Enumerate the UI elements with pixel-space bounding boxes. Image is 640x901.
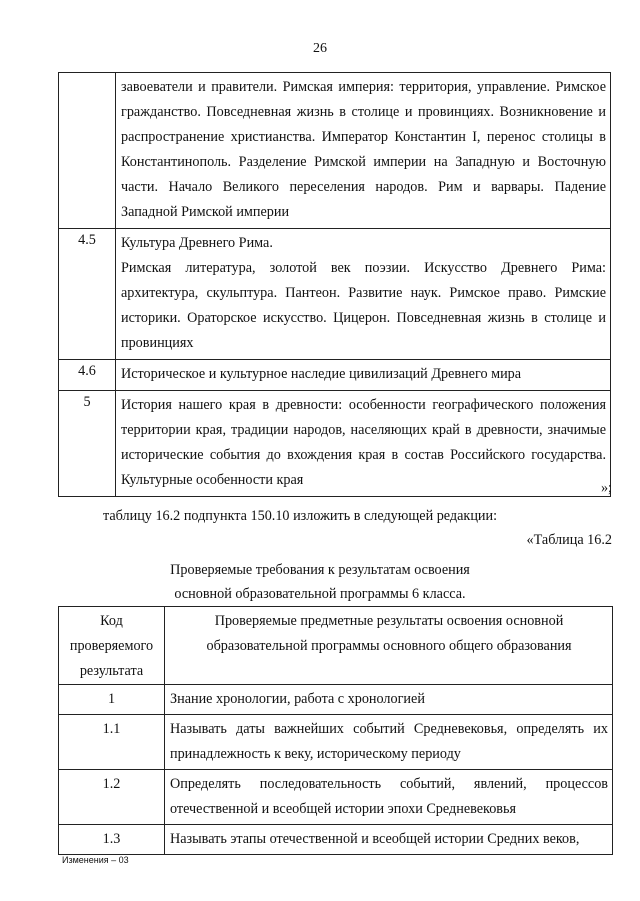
table-row: [59, 229, 611, 360]
row-paragraph: Культура Древнего Рима.: [121, 235, 273, 251]
row-code: 1: [59, 685, 165, 715]
table-row: [59, 73, 611, 229]
row-text: Знание хронологии, работа с хронологией: [165, 685, 613, 715]
row-paragraph: История нашего края в древности: особенности географического положения территории края, традиции народов, населяющих край в древности, значимые исторические события до вхождения края в состав Российского государства. Культурные особенности края: [121, 397, 606, 488]
row-text: Называть даты важнейших событий Средневековья, определять их принадлежность к веку, историческому периоду: [165, 715, 613, 770]
table-row: [59, 391, 611, 497]
row-paragraph: Римская литература, золотой век поэзии. Искусство Древнего Рима: архитектура, скульптура. Пантеон. Развитие наук. Римское право. Римские историки. Ораторское искусство. Цицерон. Повседневная жизнь в столице и провинциях: [121, 260, 606, 351]
requirements-table: [58, 606, 613, 855]
table-row: [59, 770, 613, 825]
row-text: [116, 360, 611, 391]
header-code: Код проверяемого результата: [59, 607, 165, 685]
table-header-row: [59, 607, 613, 685]
row-text: Называть этапы отечественной и всеобщей истории Средних веков,: [165, 825, 613, 855]
row-code: 5: [59, 391, 116, 497]
row-code: 4.5: [59, 229, 116, 360]
heading-line: Проверяемые требования к результатам освоения: [170, 562, 470, 578]
page-number: 26: [313, 41, 327, 56]
row-code: 4.6: [59, 360, 116, 391]
table-row: [59, 715, 613, 770]
header-text: Проверяемые предметные результаты освоения основной образовательной программы основного общего образования: [165, 607, 613, 685]
table-row: [59, 825, 613, 855]
row-code: 1.1: [59, 715, 165, 770]
row-code: [59, 73, 116, 229]
content-table-continued: [58, 72, 611, 497]
row-text: [116, 73, 611, 229]
table-row: [59, 685, 613, 715]
table-heading: [0, 558, 640, 606]
table-label: «Таблица 16.2: [526, 532, 612, 548]
amendment-instruction: таблицу 16.2 подпункта 150.10 изложить в следующей редакции:: [103, 508, 498, 524]
row-text: Определять последовательность событий, явлений, процессов отечественной и всеобщей истории эпохи Средневековья: [165, 770, 613, 825]
table-row: [59, 360, 611, 391]
heading-line: основной образовательной программы 6 класса.: [174, 586, 466, 602]
row-code: 1.2: [59, 770, 165, 825]
footer-revision: Изменения – 03: [62, 855, 129, 865]
row-text: [116, 229, 611, 360]
row-code: 1.3: [59, 825, 165, 855]
row-paragraph: Историческое и культурное наследие цивилизаций Древнего мира: [121, 366, 522, 382]
row-text: [116, 391, 611, 497]
closing-quote: »;: [600, 480, 612, 496]
row-paragraph: завоеватели и правители. Римская империя: территория, управление. Римское гражданство. Повседневная жизнь в столице и провинциях. Возникновение и распространение христианства. Император Константин I, перенос столицы в Константинополь. Разделение Римской империи на Западную и Восточную части. Начало Великого переселения народов. Рим и варвары. Падение Западной Римской империи: [121, 79, 606, 220]
